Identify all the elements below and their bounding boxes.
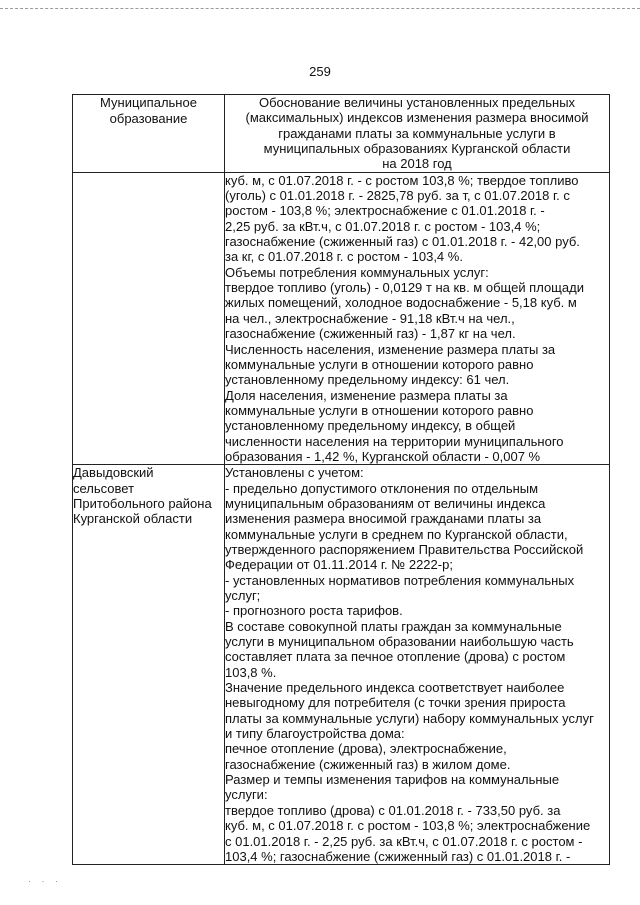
- text-line: муниципальным образованиям от величины индекса: [225, 495, 546, 511]
- text-line: коммунальные услуги в отношении которого равно: [225, 402, 534, 418]
- text-line: утвержденного распоряжением Правительства Российской: [225, 541, 584, 557]
- text-line: Установлены с учетом:: [225, 465, 364, 481]
- text-line: куб. м, с 01.07.2018 г. с ростом - 103,8 %; электроснабжение: [225, 818, 591, 834]
- text-line: Давыдовский: [73, 465, 154, 481]
- text-line: услуг;: [225, 588, 261, 603]
- text-line: установленному предельному индексу, в общей: [225, 418, 516, 434]
- text-line: жилых помещений, холодное водоснабжение - 5,18 куб. м: [225, 295, 577, 311]
- text-line: невыгодному для потребителя (с точки зрения прироста: [225, 695, 566, 711]
- text-line: изменения размера вносимой гражданами платы за: [225, 511, 542, 527]
- text-line: (уголь) с 01.01.2018 г. - 2825,78 руб. за т, с 01.07.2018 г. с: [225, 188, 570, 204]
- text-line: услуги:: [225, 787, 268, 803]
- text-line: - предельно допустимого отклонения по отдельным: [225, 480, 539, 496]
- text-line: с 01.01.2018 г. - 2,25 руб. за кВт.ч, с 01.07.2018 г. с ростом -: [225, 833, 583, 849]
- text-line: газоснабжение (сжиженный газ) в жилом доме.: [225, 756, 511, 772]
- text-line: 103,4 %; газоснабжение (сжиженный газ) с 01.01.2018 г. -: [225, 848, 571, 864]
- text-line: на чел., электроснабжение - 91,18 кВт.ч на чел.,: [225, 310, 515, 326]
- text-line: газоснабжение (сжиженный газ) - 1,87 кг на чел.: [225, 326, 516, 342]
- text-line: платы за коммунальные услуги) набору коммунальных услуг: [225, 710, 594, 726]
- text-line: Объемы потребления коммунальных услуг:: [225, 264, 489, 280]
- text-line: твердое топливо (уголь) - 0,0129 т на кв. м общей площади: [225, 280, 584, 296]
- text-line: куб. м, с 01.07.2018 г. - с ростом 103,8 %; твердое топливо: [225, 172, 579, 188]
- text-line: Численность населения, изменение размера платы за: [225, 341, 556, 357]
- text-line: услуги в муниципальном образовании наибольшую часть: [225, 634, 574, 650]
- table-header-row: [73, 95, 610, 173]
- text-line: Значение предельного индекса соответствует наиболее: [225, 680, 565, 696]
- text-line: Размер и темпы изменения тарифов на коммунальные: [225, 772, 560, 788]
- text-line: коммунальные услуги в среднем по Курганской области,: [225, 526, 568, 542]
- text-line: коммунальные услуги в отношении которого равно: [225, 356, 534, 372]
- table-row: [73, 465, 610, 865]
- text-line: сельсовет: [73, 480, 135, 496]
- text-line: и типу благоустройства дома:: [225, 726, 405, 742]
- text-line: составляет плата за печное отопление (дрова) с ростом: [225, 649, 566, 665]
- text-line: 2,25 руб. за кВт.ч, с 01.07.2018 г. с ростом - 103,4 %;: [225, 218, 541, 234]
- text-line: ростом - 103,8 %; электроснабжение с 01.01.2018 г. -: [225, 203, 545, 219]
- page-number: 259: [309, 64, 331, 79]
- header-line: (максимальных) индексов изменения размера вносимой: [245, 110, 589, 126]
- justification-cell: [225, 172, 610, 465]
- text-line: печное отопление (дрова), электроснабжение,: [225, 741, 507, 757]
- scan-specks: · · ·: [28, 876, 62, 886]
- header-justification: [225, 95, 610, 173]
- text-line: - прогнозного роста тарифов.: [225, 603, 403, 619]
- header-line: гражданами платы за коммунальные услуги в: [278, 125, 556, 141]
- text-line: 103,8 %.: [225, 664, 277, 680]
- text-line: образования - 1,42 %, Курганской области - 0,007 %: [225, 448, 541, 464]
- text-line: установленному предельному индексу: 61 чел.: [225, 372, 510, 388]
- header-line: на 2018 год: [382, 156, 452, 172]
- header-line: муниципальных образованиях Курганской области: [263, 141, 571, 157]
- municipality-cell: [73, 172, 225, 465]
- table-row: [73, 172, 610, 465]
- text-line: Притобольного района: [73, 495, 212, 511]
- text-line: твердое топливо (дрова) с 01.01.2018 г. - 733,50 руб. за: [225, 802, 561, 818]
- justification-cell: [225, 465, 610, 865]
- header-line: Обоснование величины установленных предельных: [258, 95, 576, 110]
- text-line: В составе совокупной платы граждан за коммунальные: [225, 618, 562, 634]
- text-line: Федерации от 01.11.2014 г. № 2222-р;: [225, 557, 453, 573]
- text-line: Доля населения, изменение размера платы за: [225, 387, 508, 403]
- text-line: газоснабжение (сжиженный газ) с 01.01.2018 г. - 42,00 руб.: [225, 234, 580, 250]
- header-municipality: Муниципальное образование: [73, 95, 225, 173]
- text-line: численности населения на территории муниципального: [225, 433, 564, 449]
- text-line: Курганской области: [73, 511, 193, 527]
- text-line: - установленных нормативов потребления коммунальных: [225, 572, 575, 588]
- municipality-cell: [73, 465, 225, 865]
- tariff-justification-table: [72, 94, 610, 865]
- text-line: за кг, с 01.07.2018 г. с ростом - 103,4 %.: [225, 249, 463, 265]
- scan-artifact-line: [0, 8, 640, 9]
